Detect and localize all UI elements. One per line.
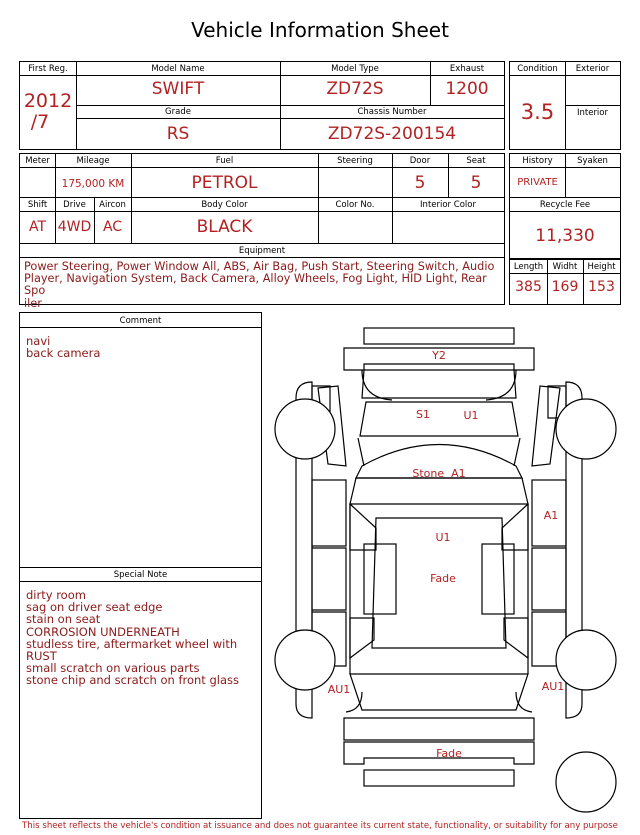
grade-label: Grade [165,107,191,117]
exhaust-label: Exhaust [449,64,485,74]
wheel-front-right [556,630,616,690]
chassis-number-label: Chassis Number [357,107,427,117]
drive-label: Drive [63,200,86,210]
exterior-label: Exterior [575,64,610,74]
wheel-rear-left [275,399,335,459]
door-label: Door [409,156,431,166]
dimensions-table [509,259,621,305]
seat-label: Seat [466,156,486,166]
aircon-label: Aircon [99,200,126,210]
drive-value: 4WD [57,219,92,235]
wheel-front-left [275,630,335,690]
shift-value: AT [28,219,47,235]
diagram-part [514,438,520,466]
exhaust-value: 1200 [445,79,489,99]
first-reg-month: /7 [30,111,50,133]
mark-s1: S1 [416,408,430,421]
model-type-value: ZD72S [326,79,384,99]
diagram-part [344,718,534,740]
condition-value: 3.5 [520,100,555,124]
recycle-fee-label: Recycle Fee [539,200,591,210]
footer-disclaimer: This sheet reflects the vehicle's condition at issuance and does not guarantee its current state, functionality, or suitability for any purpose [22,821,618,831]
diagram-part [364,770,514,786]
mark-u1-center: U1 [435,531,451,544]
fuel-value: PETROL [191,173,258,193]
car-damage-diagram [266,318,626,818]
height-value: 153 [588,279,615,295]
diagram-part [360,402,518,436]
mark-fade-center: Fade [430,572,456,585]
history-value: PRIVATE [517,177,558,188]
mark-a1-right: A1 [543,509,559,522]
diagram-part [502,504,528,550]
syaken-label: Syaken [577,156,608,166]
comment-panel [19,312,262,819]
shift-label: Shift [27,200,48,210]
comment-label: Comment [119,316,162,326]
model-type-label: Model Type [331,64,379,74]
model-name-label: Model Name [151,64,205,74]
diagram-part [482,544,514,614]
specs-table [19,153,505,310]
mileage-label: Mileage [76,156,110,166]
height-label: Height [587,262,616,272]
model-name-value: SWIFT [151,79,205,99]
length-label: Length [513,262,544,272]
diagram-part [364,328,514,344]
condition-table [509,61,621,150]
equipment-value: Power Steering, Power Window All, ABS, Air Bag, Push Start, Steering Switch, Audio Player, Navigation System, Back Camera, Alloy Wheels, Fog Light, HID Light, Rear Spo iler [24,260,495,310]
condition-label: Condition [517,64,558,74]
wheel-rear-right [556,399,616,459]
fuel-label: Fuel [215,156,234,166]
mark-u1-top: U1 [463,409,479,422]
history-label: History [522,156,553,166]
diagram-part [358,438,364,466]
first-reg-year: 2012 [23,90,73,112]
width-value: 169 [551,279,579,295]
diagram-part [486,370,516,400]
steering-label: Steering [337,156,373,166]
diagram-part [350,674,528,710]
color-no-label: Color No. [335,200,375,210]
door-value: 5 [414,173,426,193]
body-color-label: Body Color [201,200,248,210]
page-title: Vehicle Information Sheet [191,18,449,42]
meter-label: Meter [25,156,50,166]
diagram-part [350,478,528,504]
diagram-part [362,370,392,400]
diagram-part [532,548,566,610]
chassis-number-value: ZD72S-200154 [327,124,457,144]
mark-stone-a1: Stone A1 [412,467,466,480]
body-color-value: BLACK [196,217,253,237]
interior-color-label: Interior Color [420,200,476,210]
length-value: 385 [515,279,542,295]
spare-wheel [556,752,616,812]
diagram-part [312,548,346,610]
diagram-part [350,618,374,658]
diagram-part [312,480,346,546]
mark-fade-bottom: Fade [436,747,462,760]
interior-label: Interior [576,108,608,118]
mileage-value: 175,000 KM [61,178,125,190]
model-info-table [19,61,505,150]
recycle-fee-value: 11,330 [535,226,595,246]
width-label: Widht [552,262,578,272]
history-table [509,153,621,259]
equipment-label: Equipment [238,246,286,256]
mark-y2: Y2 [432,349,446,362]
diagram-part [364,544,396,614]
aircon-value: AC [102,219,123,235]
diagram-part [362,370,516,398]
diagram-part [350,504,376,550]
mark-au1-right: AU1 [541,680,565,693]
first-reg-label: First Reg. [28,64,68,74]
diagram-part [504,618,528,658]
seat-value: 5 [470,173,482,193]
grade-value: RS [166,124,190,144]
mark-au1-left: AU1 [327,683,351,696]
special-note-text: dirty room sag on driver seat edge stain on seat CORROSION UNDERNEATH studless tire, aftermarket wheel with RUST small scratch on various parts stone chip and scratch on front glass [26,588,239,688]
comment-text: navi back camera [26,334,101,361]
special-note-label: Special Note [113,570,168,580]
